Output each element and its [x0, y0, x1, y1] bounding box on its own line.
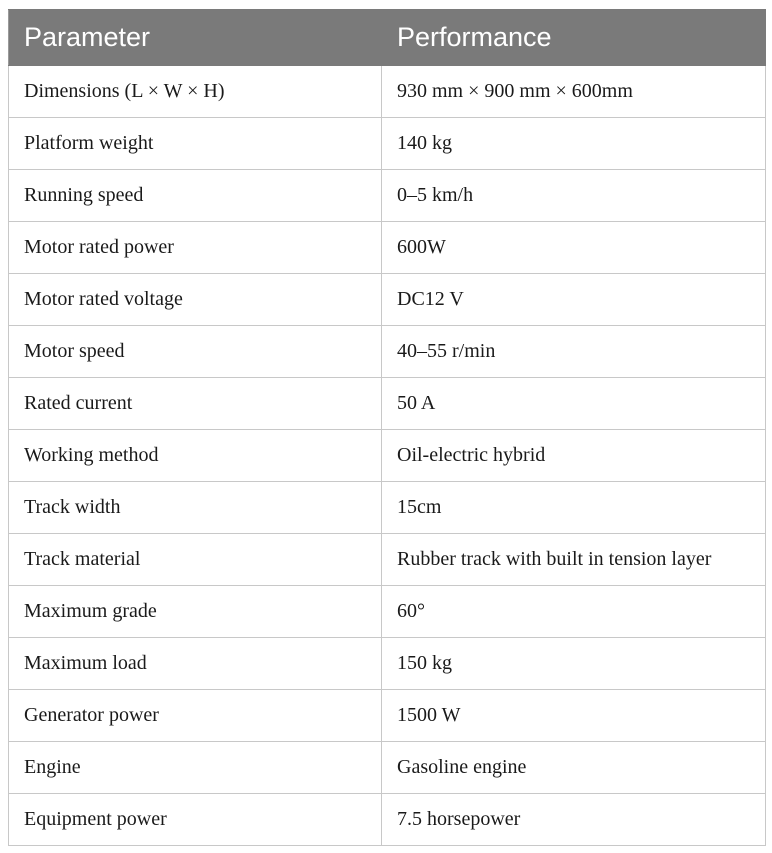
performance-cell: 40–55 r/min	[382, 326, 766, 378]
performance-cell: 15cm	[382, 482, 766, 534]
parameter-cell: Motor rated voltage	[9, 274, 382, 326]
parameter-cell: Equipment power	[9, 794, 382, 846]
parameter-cell: Motor rated power	[9, 222, 382, 274]
spec-table-container	[8, 9, 765, 846]
parameter-cell: Platform weight	[9, 118, 382, 170]
header-performance: Performance	[382, 10, 766, 66]
performance-cell: Gasoline engine	[382, 742, 766, 794]
table-row	[9, 638, 766, 690]
parameter-cell: Track material	[9, 534, 382, 586]
parameter-cell: Working method	[9, 430, 382, 482]
performance-cell: DC12 V	[382, 274, 766, 326]
parameter-cell: Maximum grade	[9, 586, 382, 638]
spec-table	[8, 9, 766, 846]
parameter-cell: Generator power	[9, 690, 382, 742]
performance-cell: Oil-electric hybrid	[382, 430, 766, 482]
parameter-cell: Dimensions (L × W × H)	[9, 66, 382, 118]
table-row	[9, 586, 766, 638]
header-parameter: Parameter	[9, 10, 382, 66]
performance-cell: 140 kg	[382, 118, 766, 170]
table-row	[9, 378, 766, 430]
performance-cell: 0–5 km/h	[382, 170, 766, 222]
table-row	[9, 222, 766, 274]
table-row	[9, 326, 766, 378]
parameter-cell: Running speed	[9, 170, 382, 222]
performance-cell: 60°	[382, 586, 766, 638]
table-row	[9, 118, 766, 170]
header-row	[9, 10, 766, 66]
parameter-cell: Motor speed	[9, 326, 382, 378]
performance-cell: 150 kg	[382, 638, 766, 690]
performance-cell: Rubber track with built in tension layer	[382, 534, 766, 586]
table-row	[9, 170, 766, 222]
table-row	[9, 482, 766, 534]
performance-cell: 50 A	[382, 378, 766, 430]
table-row	[9, 690, 766, 742]
parameter-cell: Engine	[9, 742, 382, 794]
table-row	[9, 66, 766, 118]
table-row	[9, 534, 766, 586]
table-body	[9, 66, 766, 846]
parameter-cell: Maximum load	[9, 638, 382, 690]
table-row	[9, 742, 766, 794]
performance-cell: 600W	[382, 222, 766, 274]
performance-cell: 1500 W	[382, 690, 766, 742]
performance-cell: 930 mm × 900 mm × 600mm	[382, 66, 766, 118]
table-header	[9, 10, 766, 66]
table-row	[9, 274, 766, 326]
parameter-cell: Rated current	[9, 378, 382, 430]
table-row	[9, 430, 766, 482]
table-row	[9, 794, 766, 846]
performance-cell: 7.5 horsepower	[382, 794, 766, 846]
parameter-cell: Track width	[9, 482, 382, 534]
